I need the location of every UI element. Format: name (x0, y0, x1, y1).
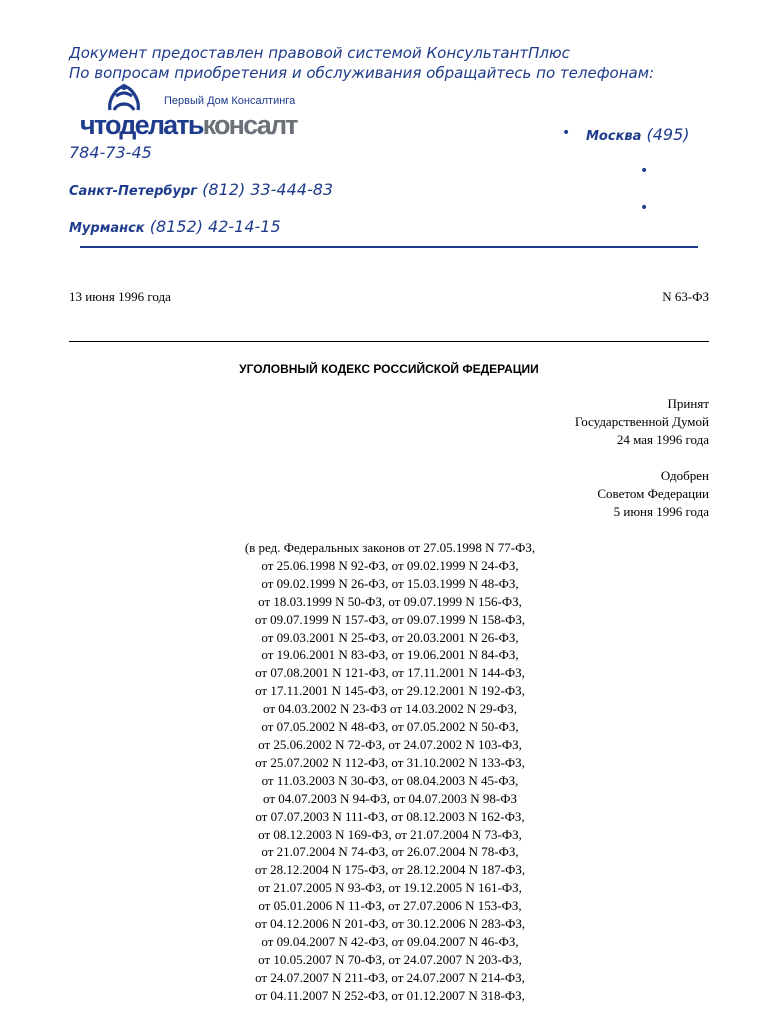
adopted-line: 24 мая 1996 года (616, 432, 709, 447)
amendment-line: от 07.05.2002 N 48-ФЗ, от 07.05.2002 N 50-ФЗ, (261, 719, 519, 735)
document-title: УГОЛОВНЫЙ КОДЕКС РОССИЙСКОЙ ФЕДЕРАЦИИ (239, 362, 539, 376)
header-divider (80, 246, 698, 248)
provider-notice: Документ предоставлен правовой системой КонсультантПлюс (69, 44, 570, 62)
murmansk-number: (8152) 42-14-15 (149, 217, 281, 236)
amendments-list (180, 539, 600, 1005)
bullet-icon: • (640, 163, 649, 179)
amendment-line: от 25.07.2002 N 112-ФЗ, от 31.10.2002 N 133-ФЗ, (255, 754, 525, 770)
logo-wordmark (80, 110, 297, 140)
amendment-line: от 24.07.2007 N 211-ФЗ, от 24.07.2007 N 214-ФЗ, (255, 969, 525, 985)
amendment-line: от 08.12.2003 N 169-ФЗ, от 21.07.2004 N 73-ФЗ, (258, 826, 522, 842)
logo-word-part1: чтоделать (80, 110, 203, 140)
amendment-line: от 25.06.2002 N 72-ФЗ, от 24.07.2002 N 103-ФЗ, (258, 736, 522, 752)
contact-notice: По вопросам приобретения и обслуживания обращайтесь по телефонам: (69, 64, 655, 82)
amendment-line: от 17.11.2001 N 145-ФЗ, от 29.12.2001 N 192-ФЗ, (255, 683, 525, 699)
bullet-icon: • (640, 200, 649, 216)
amendment-line: от 04.12.2006 N 201-ФЗ, от 30.12.2006 N 283-ФЗ, (254, 916, 526, 932)
section-divider (69, 341, 709, 342)
logo-word-part2: консалт (202, 110, 297, 140)
moscow-code: (495) (646, 125, 690, 144)
amendment-line: (в ред. Федеральных законов от 27.05.1998 N 77-ФЗ, (244, 540, 536, 555)
city-murmansk: Мурманск (69, 221, 145, 236)
approved-line: Одобрен (660, 468, 709, 483)
amendment-line: от 09.02.1999 N 26-ФЗ, от 15.03.1999 N 48-ФЗ, (261, 575, 519, 591)
amendment-line: от 21.07.2005 N 93-ФЗ, от 19.12.2005 N 161-ФЗ, (258, 880, 522, 896)
amendment-line: от 21.07.2004 N 74-ФЗ, от 26.07.2004 N 78-ФЗ, (261, 844, 519, 860)
phone-moscow (586, 125, 690, 144)
amendment-line: от 04.07.2003 N 94-ФЗ, от 04.07.2003 N 98-ФЗ (262, 790, 518, 806)
spb-number: (812) 33-444-83 (202, 180, 334, 199)
amendment-line: от 25.06.1998 N 92-ФЗ, от 09.02.1999 N 24-ФЗ, (261, 557, 519, 573)
adopted-line: Государственной Думой (574, 414, 709, 429)
city-spb: Санкт-Петербург (69, 184, 198, 199)
city-moscow: Москва (586, 129, 642, 144)
amendment-line: от 09.03.2001 N 25-ФЗ, от 20.03.2001 N 26-ФЗ, (261, 629, 519, 645)
amendment-line: от 11.03.2003 N 30-ФЗ, от 08.04.2003 N 45-ФЗ, (261, 772, 519, 788)
logo-tagline: Первый Дом Консалтинга (164, 95, 296, 107)
amendment-line: от 04.11.2007 N 252-ФЗ, от 01.12.2007 N 318-ФЗ, (255, 987, 525, 1003)
phone-spb (69, 180, 333, 199)
approved-line: 5 июня 1996 года (613, 504, 709, 519)
amendment-line: от 18.03.1999 N 50-ФЗ, от 09.07.1999 N 156-ФЗ, (258, 593, 522, 609)
amendment-line: от 07.07.2003 N 111-ФЗ, от 08.12.2003 N 162-ФЗ, (255, 808, 525, 824)
amendment-line: от 19.06.2001 N 83-ФЗ, от 19.06.2001 N 84-ФЗ, (261, 647, 519, 663)
document-date: 13 июня 1996 года (69, 289, 171, 304)
amendment-line: от 10.05.2007 N 70-ФЗ, от 24.07.2007 N 203-ФЗ, (258, 951, 522, 967)
document-number: N 63-ФЗ (662, 289, 709, 304)
amendment-line: от 28.12.2004 N 175-ФЗ, от 28.12.2004 N 187-ФЗ, (254, 862, 526, 878)
amendment-line: от 09.04.2007 N 42-ФЗ, от 09.04.2007 N 46-ФЗ, (261, 933, 519, 949)
approved-line: Советом Федерации (597, 486, 709, 501)
amendment-line: от 07.08.2001 N 121-ФЗ, от 17.11.2001 N 144-ФЗ, (255, 665, 525, 681)
adopted-block (575, 395, 709, 449)
phone-murmansk (69, 217, 281, 236)
company-logo (80, 82, 320, 142)
adopted-line: Принят (667, 396, 709, 411)
bullet-icon: • (562, 125, 571, 141)
amendment-line: от 05.01.2006 N 11-ФЗ, от 27.07.2006 N 153-ФЗ, (258, 898, 522, 914)
moscow-number: 784-73-45 (69, 143, 152, 162)
amendment-line: от 09.07.1999 N 157-ФЗ, от 09.07.1999 N 158-ФЗ, (254, 611, 526, 627)
amendment-line: от 04.03.2002 N 23-ФЗ от 14.03.2002 N 29-ФЗ, (262, 701, 518, 717)
approved-block (597, 467, 709, 521)
